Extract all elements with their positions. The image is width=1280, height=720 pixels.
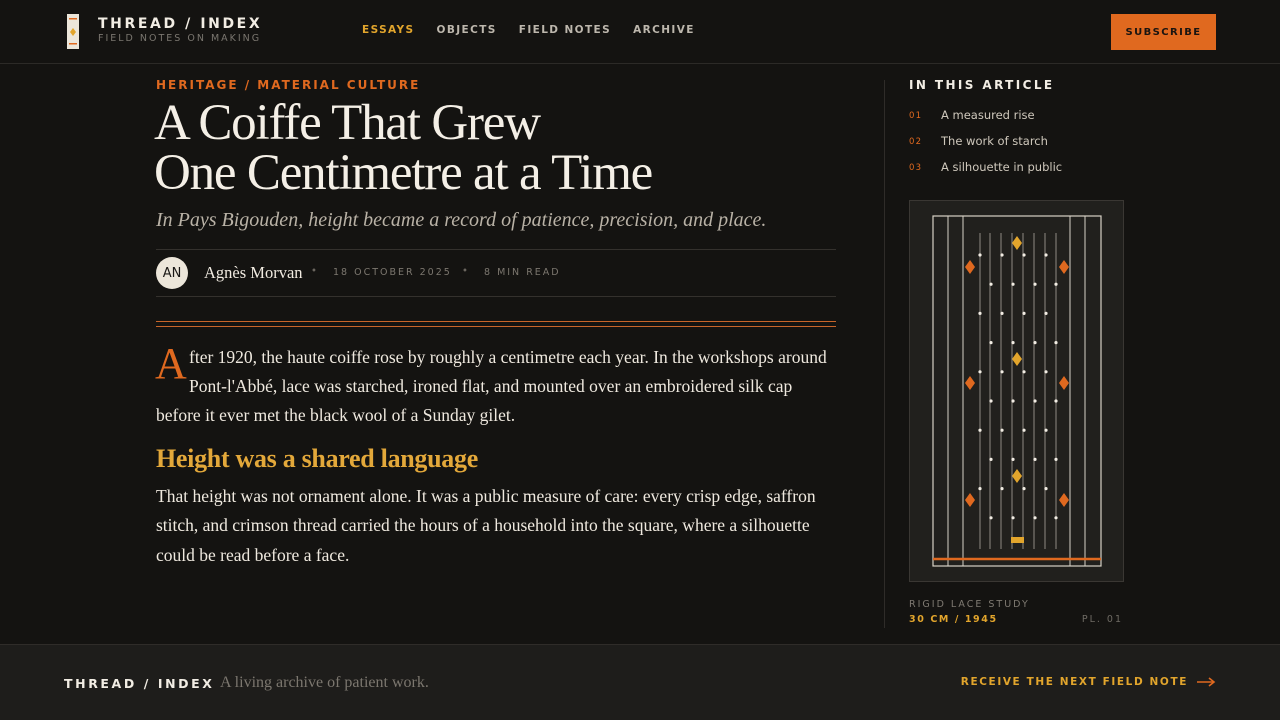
- paragraph-1-line-2: Pont-l'Abbé, lace was starched, ironed flat, and mounted over an embroidered silk cap: [189, 376, 793, 396]
- toc-title: IN THIS ARTICLE: [909, 78, 1055, 92]
- meta-separator: •: [462, 266, 468, 277]
- article-dek: In Pays Bigouden, height became a record of patience, precision, and place.: [156, 209, 767, 231]
- section-divider: [156, 321, 836, 327]
- author-name[interactable]: Agnès Morvan: [204, 263, 303, 282]
- meta-separator: •: [311, 266, 317, 277]
- nav-archive[interactable]: ARCHIVE: [633, 24, 695, 36]
- brand-tagline: FIELD NOTES ON MAKING: [98, 33, 262, 44]
- lace-pattern-icon: [910, 201, 1125, 583]
- arrow-right-icon: [1196, 677, 1216, 687]
- subscribe-button[interactable]: SUBSCRIBE: [1111, 14, 1216, 50]
- toc-label: The work of starch: [941, 134, 1048, 148]
- nav-essays[interactable]: ESSAYS: [362, 24, 415, 36]
- drop-cap: A: [155, 339, 187, 388]
- section-heading: Height was a shared language: [156, 444, 478, 473]
- paragraph-2-line-3: could be read before a face.: [156, 545, 350, 565]
- paragraph-1-line-3: before it ever met the black wool of a Sunday gilet.: [156, 405, 516, 425]
- title-line-1: A Coiffe That Grew: [154, 95, 540, 151]
- newsletter-link[interactable]: [961, 676, 1216, 688]
- publish-date: 18 OCTOBER 2025: [333, 267, 452, 278]
- figure-caption-value: 30 CM / 1945: [909, 614, 998, 625]
- author-avatar[interactable]: AN: [156, 257, 188, 289]
- article-kicker[interactable]: HERITAGE / MATERIAL CULTURE: [156, 78, 421, 92]
- byline: [156, 249, 836, 297]
- article-title: [154, 95, 854, 201]
- paragraph-1-line-1: fter 1920, the haute coiffe rose by roughly a centimetre each year. In the workshops around: [189, 347, 827, 367]
- toc-number: 02: [909, 137, 923, 147]
- nav-field-notes[interactable]: FIELD NOTES: [518, 24, 612, 36]
- nav-objects[interactable]: OBJECTS: [436, 24, 497, 36]
- footer-brand[interactable]: THREAD / INDEX: [64, 676, 215, 691]
- lace-study-illustration: [909, 200, 1124, 582]
- newsletter-link-label: RECEIVE THE NEXT FIELD NOTE: [960, 676, 1188, 688]
- sidebar-divider: [884, 80, 885, 628]
- site-footer: [0, 644, 1280, 720]
- logo-icon[interactable]: [67, 14, 79, 49]
- paragraph-2-line-2: stitch, and crimson thread carried the hours of a household into the square, where a silhouette: [156, 515, 810, 535]
- paragraph-2-line-1: That height was not ornament alone. It was a public measure of care: every crisp edge, saffron: [156, 486, 816, 506]
- figure-caption-title: RIGID LACE STUDY: [909, 599, 1030, 610]
- brand-name[interactable]: THREAD / INDEX: [98, 16, 263, 32]
- title-line-2: One Centimetre at a Time: [154, 145, 653, 201]
- toc-label: A silhouette in public: [941, 160, 1063, 174]
- toc-label: A measured rise: [941, 108, 1035, 122]
- main-nav: [362, 24, 695, 36]
- footer-tagline: A living archive of patient work.: [220, 674, 429, 691]
- toc-number: 01: [909, 111, 923, 121]
- figure-plate-number: PL. 01: [1081, 614, 1123, 625]
- read-time: 8 MIN READ: [484, 267, 561, 278]
- toc-number: 03: [909, 163, 923, 173]
- site-header: [0, 0, 1280, 64]
